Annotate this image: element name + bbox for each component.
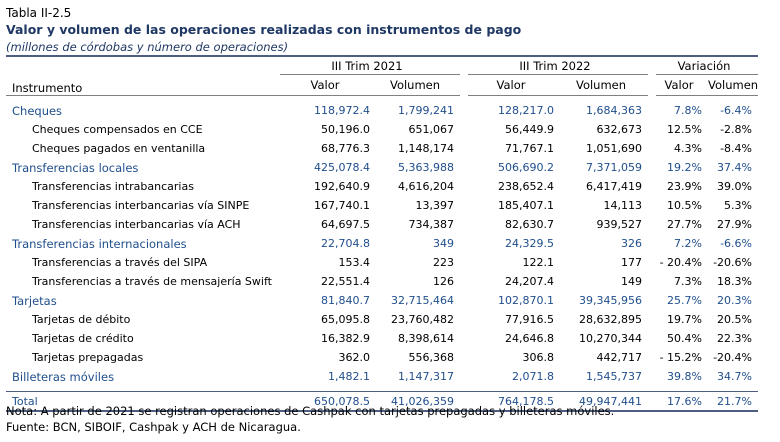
cell-valor-2021: 192,640.9	[314, 180, 370, 193]
cell-var-volumen: 34.7%	[717, 370, 752, 383]
cell-valor-2021: 22,551.4	[321, 275, 370, 288]
cell-volumen-2022: 49,947,441	[560, 392, 648, 412]
cell-volumen-2021: 41,026,359	[376, 392, 460, 412]
cell-volumen-2022: 149	[621, 275, 642, 288]
cell-var-volumen: 5.3%	[724, 199, 752, 212]
table-row	[6, 177, 758, 196]
row-label: Tarjetas	[12, 293, 57, 308]
cell-var-volumen: -20.6%	[713, 256, 752, 269]
cell-volumen-2021: 13,397	[415, 199, 454, 212]
cell-valor-2021: 22,704.8	[321, 237, 370, 250]
cell-volumen-2021: 4,616,204	[398, 180, 454, 193]
table-row	[6, 139, 758, 158]
table-row	[6, 310, 758, 329]
cell-volumen-2022: 39,345,956	[579, 294, 642, 307]
cell-var-valor: 4.3%	[674, 142, 702, 155]
cell-var-volumen: 39.0%	[717, 180, 752, 193]
cell-valor-2022: 185,407.1	[498, 199, 554, 212]
cell-var-valor: 19.2%	[667, 161, 702, 174]
cell-volumen-2022: 326	[621, 237, 642, 250]
cell-var-valor: 19.7%	[667, 313, 702, 326]
cell-valor-2021: 650,078.5	[280, 392, 376, 412]
cell-valor-2022: 77,916.5	[505, 313, 554, 326]
payments-table	[6, 55, 758, 412]
cell-volumen-2021: 1,148,174	[398, 142, 454, 155]
row-label: Tarjetas prepagadas	[32, 351, 144, 364]
cell-valor-2021: 65,095.8	[321, 313, 370, 326]
cell-volumen-2021: 32,715,464	[391, 294, 454, 307]
cell-var-volumen: -6.4%	[720, 104, 752, 117]
cell-valor-2022: 2,071.8	[512, 370, 554, 383]
row-label: Transferencias intrabancarias	[32, 180, 194, 193]
table-row	[6, 348, 758, 367]
cell-var-volumen: 22.3%	[717, 332, 752, 345]
group-row	[6, 367, 758, 386]
cell-var-volumen: -2.8%	[720, 123, 752, 136]
cell-var-valor: 27.7%	[667, 218, 702, 231]
cell-volumen-2022: 1,684,363	[586, 104, 642, 117]
row-label: Billeteras móviles	[12, 369, 115, 384]
header-period-2021: III Trim 2021	[280, 56, 460, 75]
cell-volumen-2022: 7,371,059	[586, 161, 642, 174]
table-notes	[6, 403, 614, 435]
group-row	[6, 158, 758, 177]
cell-volumen-2022: 14,113	[603, 199, 642, 212]
cell-valor-2021: 167,740.1	[314, 199, 370, 212]
cell-volumen-2021: 734,387	[408, 218, 454, 231]
header-volumen-2021: Volumen	[376, 75, 460, 96]
row-label: Cheques	[12, 103, 63, 118]
header-valor-2022: Valor	[468, 75, 560, 96]
cell-var-valor: 7.3%	[674, 275, 702, 288]
row-label: Transferencias interbancarias vía ACH	[32, 218, 241, 231]
cell-var-volumen: 37.4%	[717, 161, 752, 174]
row-label: Transferencias a través de mensajería Swift	[32, 275, 272, 288]
cell-valor-2021: 68,776.3	[321, 142, 370, 155]
header-variacion: Variación	[656, 56, 758, 75]
cell-var-volumen: 21.7%	[708, 392, 758, 412]
row-label: Tarjetas de crédito	[32, 332, 134, 345]
cell-var-valor: 7.8%	[674, 104, 702, 117]
cell-valor-2022: 24,329.5	[505, 237, 554, 250]
header-period-2022: III Trim 2022	[468, 56, 648, 75]
cell-volumen-2021: 1,799,241	[398, 104, 454, 117]
header-volumen-var: Volumen	[708, 75, 758, 96]
row-label: Transferencias interbancarias vía SINPE	[32, 199, 250, 212]
row-label: Cheques compensados en CCE	[32, 123, 203, 136]
header-valor-2021: Valor	[280, 75, 376, 96]
cell-var-valor: 50.4%	[667, 332, 702, 345]
group-row	[6, 234, 758, 253]
header-instrumento: Instrumento	[6, 56, 280, 96]
cell-valor-2022: 71,767.1	[505, 142, 554, 155]
source-text: Fuente: BCN, SIBOIF, Cashpak y ACH de Nicaragua.	[6, 420, 301, 434]
cell-valor-2022: 102,870.1	[498, 294, 554, 307]
cell-volumen-2022: 1,545,737	[586, 370, 642, 383]
cell-valor-2021: 16,382.9	[321, 332, 370, 345]
cell-valor-2022: 238,652.4	[498, 180, 554, 193]
table-row	[6, 120, 758, 139]
cell-var-volumen: -6.6%	[720, 237, 752, 250]
header-row-periods	[6, 56, 758, 75]
cell-valor-2021: 64,697.5	[321, 218, 370, 231]
cell-volumen-2022: 632,673	[596, 123, 642, 136]
cell-var-volumen: -8.4%	[720, 142, 752, 155]
table-row	[6, 329, 758, 348]
cell-valor-2022: 764,178.5	[468, 392, 560, 412]
cell-var-volumen: -20.4%	[713, 351, 752, 364]
table-row	[6, 215, 758, 234]
table-row	[6, 272, 758, 291]
row-label: Transferencias a través del SIPA	[32, 256, 208, 269]
cell-volumen-2022: 939,527	[596, 218, 642, 231]
cell-volumen-2022: 177	[621, 256, 642, 269]
cell-var-volumen: 27.9%	[717, 218, 752, 231]
cell-valor-2022: 128,217.0	[498, 104, 554, 117]
cell-var-valor: 12.5%	[667, 123, 702, 136]
cell-valor-2022: 24,646.8	[505, 332, 554, 345]
group-row	[6, 101, 758, 120]
cell-valor-2022: 24,207.4	[505, 275, 554, 288]
cell-volumen-2021: 23,760,482	[391, 313, 454, 326]
cell-var-volumen: 20.3%	[717, 294, 752, 307]
cell-volumen-2021: 556,368	[408, 351, 454, 364]
cell-var-valor: 10.5%	[667, 199, 702, 212]
cell-volumen-2022: 1,051,690	[586, 142, 642, 155]
table-row	[6, 253, 758, 272]
cell-valor-2022: 82,630.7	[505, 218, 554, 231]
cell-var-valor: - 20.4%	[659, 256, 702, 269]
cell-valor-2021: 50,196.0	[321, 123, 370, 136]
cell-valor-2021: 81,840.7	[321, 294, 370, 307]
table-label: Tabla II-2.5	[6, 6, 72, 20]
header-valor-var: Valor	[656, 75, 708, 96]
cell-volumen-2022: 10,270,344	[579, 332, 642, 345]
cell-valor-2022: 122.1	[522, 256, 554, 269]
cell-var-valor: 25.7%	[667, 294, 702, 307]
cell-var-valor: - 15.2%	[659, 351, 702, 364]
cell-valor-2022: 306.8	[522, 351, 554, 364]
cell-volumen-2021: 8,398,614	[398, 332, 454, 345]
cell-volumen-2021: 349	[433, 237, 454, 250]
table-title: Valor y volumen de las operaciones realizadas con instrumentos de pago	[6, 22, 522, 37]
row-label: Tarjetas de débito	[32, 313, 131, 326]
cell-var-valor: 7.2%	[674, 237, 702, 250]
cell-var-valor: 39.8%	[667, 370, 702, 383]
cell-valor-2021: 362.0	[338, 351, 370, 364]
row-label: Cheques pagados en ventanilla	[32, 142, 206, 155]
cell-volumen-2022: 28,632,895	[579, 313, 642, 326]
cell-volumen-2022: 442,717	[596, 351, 642, 364]
cell-volumen-2021: 223	[433, 256, 454, 269]
cell-var-volumen: 20.5%	[717, 313, 752, 326]
cell-var-valor: 23.9%	[667, 180, 702, 193]
table-row	[6, 196, 758, 215]
group-row	[6, 291, 758, 310]
note-text: Nota: A partir de 2021 se registran operaciones de Cashpak con tarjetas prepagadas y billeteras móviles.	[6, 404, 615, 418]
row-label: Transferencias locales	[12, 160, 139, 175]
cell-valor-2021: 118,972.4	[314, 104, 370, 117]
cell-var-valor: 17.6%	[656, 392, 708, 412]
header-volumen-2022: Volumen	[560, 75, 648, 96]
table-subtitle: (millones de córdobas y número de operaciones)	[6, 40, 289, 54]
cell-valor-2021: 153.4	[338, 256, 370, 269]
cell-valor-2021: 1,482.1	[328, 370, 370, 383]
cell-volumen-2021: 5,363,988	[398, 161, 454, 174]
cell-valor-2022: 506,690.2	[498, 161, 554, 174]
row-label: Total	[6, 392, 280, 412]
cell-var-volumen: 18.3%	[717, 275, 752, 288]
cell-volumen-2022: 6,417,419	[586, 180, 642, 193]
cell-volumen-2021: 1,147,317	[398, 370, 454, 383]
cell-valor-2021: 425,078.4	[314, 161, 370, 174]
cell-volumen-2021: 126	[433, 275, 454, 288]
row-label: Transferencias internacionales	[12, 236, 187, 251]
cell-volumen-2021: 651,067	[408, 123, 454, 136]
cell-valor-2022: 56,449.9	[505, 123, 554, 136]
